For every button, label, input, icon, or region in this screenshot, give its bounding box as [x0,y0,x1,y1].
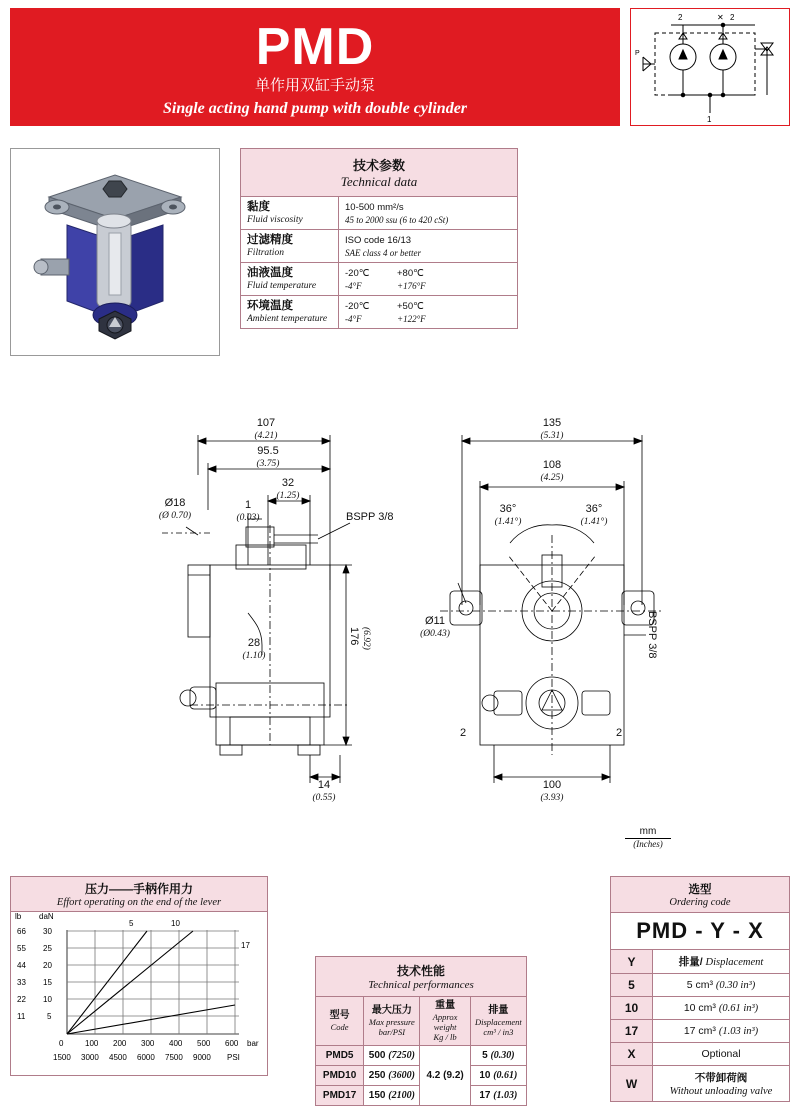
cell-pressure-pmd17: 150 (2100) [364,1086,420,1106]
table-row [611,1043,790,1066]
x-bar-300: 300 [141,1039,155,1048]
col-displacement: 排量 Displacement cm³ / in3 [470,997,526,1046]
y-axis-unit-dan: daN [39,912,54,921]
x-bar-200: 200 [113,1039,127,1048]
row-value-fluid-temp [339,263,518,296]
table-row [611,974,790,997]
ordering-code-table [610,876,790,1102]
y-dan-30: 30 [43,927,52,936]
chart-plot [11,912,267,1072]
schematic-label-p: P [635,50,640,57]
cell-pressure-pmd5: 500 (7250) [364,1046,420,1066]
ordering-key-5: 5 [611,974,653,997]
technical-data-title-cn: 技术参数 [352,158,405,173]
technical-performances-table [315,956,527,1106]
table-row [316,1046,527,1066]
schematic-label-2-right: 2 [730,13,735,22]
port-label-2-left: 2 [460,727,467,739]
ordering-title-en: Ordering code [669,897,731,908]
subtitle-english: Single acting hand pump with double cylinder [162,100,468,117]
label-cn: 油液温度 [247,267,293,279]
x-bar-600: 600 [225,1039,239,1048]
subtitle-chinese: 单作用双缸手动泵 [254,77,375,94]
drawings-svg [150,415,790,855]
chart-title: 压力——手柄作用力 [84,882,193,896]
product-photo [10,148,220,356]
row-label-fluid-temp [241,263,339,296]
table-row [316,957,527,997]
dim-135: 135 (5.31) [540,417,564,441]
dimension-drawings [150,415,790,855]
value-max-f: +122°F [397,313,426,324]
x-psi-1500: 1500 [53,1053,71,1062]
value-imperial: SAE class 4 or better [345,247,421,258]
y-dan-10: 10 [43,995,52,1004]
schematic-label-2-left: 2 [678,13,683,22]
product-photo-illustration [11,149,219,355]
dim-95-5: 95.5 (3.75) [256,445,280,469]
dim-14: 14 (0.55) [312,779,336,803]
table-row [241,149,518,197]
cell-code-pmd10: PMD10 [316,1066,364,1086]
ordering-key-17: 17 [611,1020,653,1043]
ordering-title-cn: 选型 [688,884,712,896]
table-row [611,1066,790,1102]
dim-176: 176 [348,627,360,646]
value-min-f: -4°F [345,313,362,324]
dim-107: 107 (4.21) [254,417,278,441]
product-header-banner [10,8,620,126]
ordering-value-17: 17 cm³ (1.03 in³) [653,1020,790,1043]
row-label-filtration [241,230,339,263]
chart-header [11,877,267,912]
units-legend [625,826,671,849]
ordering-key-y: Y [611,950,653,974]
table-row [241,197,518,230]
value-metric: 10-500 mm²/s [345,201,404,213]
cell-displacement-pmd10: 10 (0.61) [470,1066,526,1086]
cell-weight: 4.2 (9.2) [420,1046,470,1106]
ordering-value-10: 10 cm³ (0.61 in³) [653,997,790,1020]
page-title: PMD [255,18,375,76]
table-row [611,913,790,950]
performance-header [316,957,527,997]
technical-data-table [240,148,518,329]
performance-title-en: Technical performances [368,979,474,991]
label-cn: 黏度 [247,201,270,213]
ordering-value-w: 不带卸荷阀 Without unloading valve [653,1066,790,1102]
table-row [611,877,790,913]
dim-108: 108 (4.25) [540,459,564,483]
x-psi-3000: 3000 [81,1053,99,1062]
chart-subtitle: Effort operating on the end of the lever [56,897,222,908]
value-min-c: -20℃ [345,300,370,312]
dim-bspp-left: BSPP 3/8 [346,511,394,523]
x-bar-400: 400 [169,1039,183,1048]
cell-displacement-pmd17: 17 (1.03) [470,1086,526,1106]
y-dan-25: 25 [43,944,52,953]
cell-code-pmd17: PMD17 [316,1086,364,1106]
col-code: 型号 Code [316,997,364,1046]
schematic-svg [631,9,789,125]
y-lb-22: 22 [17,995,26,1004]
row-value-filtration [339,230,518,263]
chart-series-label-17: 17 [241,941,250,950]
dim-28: 28 (1.10) [242,637,266,661]
label-cn: 环境温度 [247,300,293,312]
value-max-f: +176°F [397,280,426,291]
ordering-code-pattern: PMD - Y - X [611,913,790,950]
x-psi-7500: 7500 [165,1053,183,1062]
label-en: Ambient temperature [247,314,328,324]
dim-angle-36-right: 36° (1.41°) [580,503,608,527]
table-row [611,950,790,974]
pressure-effort-chart [10,876,268,1076]
ordering-value-y: 排量/ Displacement [653,950,790,974]
row-label-viscosity [241,197,339,230]
y-lb-66: 66 [17,927,26,936]
row-value-ambient-temp [339,296,518,329]
label-en: Filtration [247,248,284,258]
table-row [241,296,518,329]
cell-code-pmd5: PMD5 [316,1046,364,1066]
ordering-value-5: 5 cm³ (0.30 in³) [653,974,790,997]
technical-data-header [241,149,518,197]
dim-bspp-right: BSPP 3/8 [646,611,658,659]
table-row [241,230,518,263]
y-lb-11: 11 [17,1012,26,1021]
x-bar-0: 0 [59,1039,64,1048]
hydraulic-schematic-diagram [630,8,790,126]
row-label-ambient-temp [241,296,339,329]
value-min-c: -20℃ [345,267,370,279]
table-header-row [316,997,527,1046]
dim-angle-36-left: 36° (1.41°) [494,503,522,527]
value-min-f: -4°F [345,280,362,291]
x-psi-6000: 6000 [137,1053,155,1062]
y-dan-5: 5 [47,1012,52,1021]
cell-displacement-pmd5: 5 (0.30) [470,1046,526,1066]
table-row [611,1020,790,1043]
value-metric: ISO code 16/13 [345,234,412,246]
value-max-c: +80℃ [397,267,424,279]
dim-176-inch: (6.92) [361,627,371,650]
ordering-key-x: X [611,1043,653,1066]
y-dan-15: 15 [43,978,52,987]
x-psi-4500: 4500 [109,1053,127,1062]
x-psi-9000: 9000 [193,1053,211,1062]
chart-series-label-10: 10 [171,919,180,928]
ordering-value-x: Optional [653,1043,790,1066]
x-bar-100: 100 [85,1039,99,1048]
y-dan-20: 20 [43,961,52,970]
col-weight: 重量 Approx weight Kg / lb [420,997,470,1046]
x-axis-unit-psi: PSI [227,1053,240,1062]
units-inches: (Inches) [633,839,663,849]
schematic-label-1: 1 [707,115,712,124]
dim-diameter-11: Ø11 (Ø0.43) [420,615,450,639]
technical-data-title-en: Technical data [340,174,418,189]
label-en: Fluid viscosity [247,215,303,225]
port-label-2-right: 2 [616,727,623,739]
dim-diameter-18: Ø18 (Ø 0.70) [158,497,192,521]
label-cn: 过滤精度 [247,234,293,246]
x-axis-unit-bar: bar [247,1039,259,1048]
y-lb-33: 33 [17,978,26,987]
y-axis-unit-lb: lb [15,912,22,921]
table-row [611,997,790,1020]
x-bar-500: 500 [197,1039,211,1048]
value-max-c: +50℃ [397,300,424,312]
units-mm: mm [625,826,671,839]
cell-pressure-pmd10: 250 (3600) [364,1066,420,1086]
ordering-key-10: 10 [611,997,653,1020]
y-lb-44: 44 [17,961,26,970]
ordering-header [611,877,790,913]
performance-title-cn: 技术性能 [396,964,445,978]
schematic-label-x: ✕ [717,13,724,22]
y-lb-55: 55 [17,944,26,953]
table-row [241,263,518,296]
chart-series-label-5: 5 [129,919,134,928]
ordering-key-w: W [611,1066,653,1102]
dim-100: 100 (3.93) [540,779,564,803]
col-max-pressure: 最大压力 Max pressure bar/PSI [364,997,420,1046]
row-value-viscosity [339,197,518,230]
label-en: Fluid temperature [247,281,317,291]
dim-32: 32 (1.25) [276,477,300,501]
dim-1: 1 (0.03) [236,499,260,523]
value-imperial: 45 to 2000 ssu (6 to 420 cSt) [345,214,449,225]
